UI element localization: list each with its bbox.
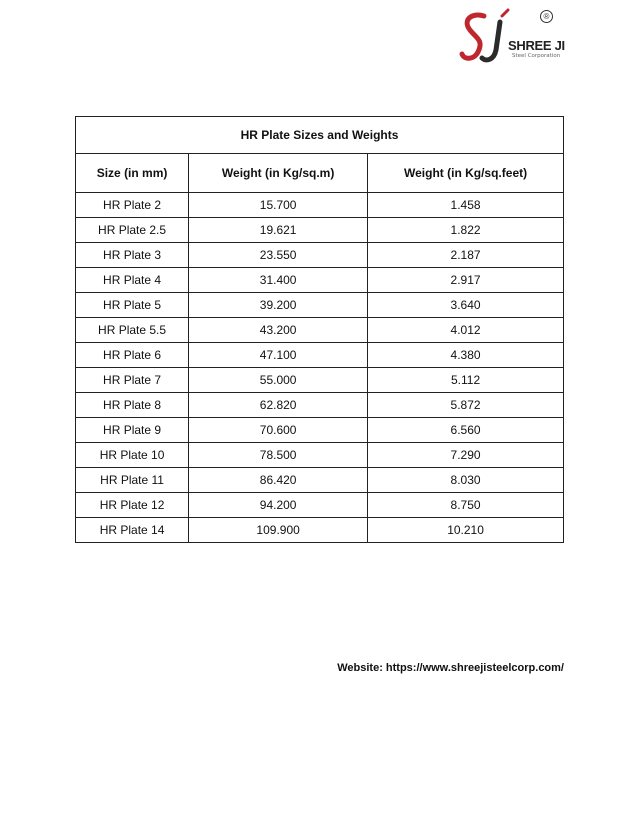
table-row <box>76 368 564 393</box>
cell-size: HR Plate 3 <box>76 243 189 268</box>
cell-weight-sqm: 47.100 <box>189 343 368 368</box>
cell-weight-sqm: 94.200 <box>189 493 368 518</box>
cell-weight-sqft: 3.640 <box>368 293 564 318</box>
table-row <box>76 393 564 418</box>
cell-weight-sqft: 2.917 <box>368 268 564 293</box>
table-row <box>76 468 564 493</box>
cell-weight-sqm: 31.400 <box>189 268 368 293</box>
cell-size: HR Plate 5.5 <box>76 318 189 343</box>
table-row <box>76 443 564 468</box>
cell-weight-sqft: 8.030 <box>368 468 564 493</box>
cell-size: HR Plate 14 <box>76 518 189 543</box>
cell-size: HR Plate 6 <box>76 343 189 368</box>
cell-size: HR Plate 8 <box>76 393 189 418</box>
cell-weight-sqft: 5.872 <box>368 393 564 418</box>
cell-weight-sqm: 23.550 <box>189 243 368 268</box>
cell-size: HR Plate 2.5 <box>76 218 189 243</box>
cell-weight-sqft: 2.187 <box>368 243 564 268</box>
cell-weight-sqft: 5.112 <box>368 368 564 393</box>
cell-weight-sqft: 6.560 <box>368 418 564 443</box>
table-row <box>76 418 564 443</box>
cell-weight-sqft: 4.012 <box>368 318 564 343</box>
cell-size: HR Plate 9 <box>76 418 189 443</box>
table-row <box>76 293 564 318</box>
cell-size: HR Plate 2 <box>76 193 189 218</box>
brand-tagline: Steel Corporation <box>512 53 561 59</box>
cell-weight-sqm: 55.000 <box>189 368 368 393</box>
cell-weight-sqft: 7.290 <box>368 443 564 468</box>
cell-weight-sqft: 1.458 <box>368 193 564 218</box>
table-title: HR Plate Sizes and Weights <box>76 117 564 154</box>
cell-weight-sqft: 10.210 <box>368 518 564 543</box>
hr-plate-table <box>75 116 564 543</box>
table-row <box>76 218 564 243</box>
table-row <box>76 193 564 218</box>
brand-name: SHREE JI <box>508 38 565 53</box>
cell-weight-sqm: 70.600 <box>189 418 368 443</box>
cell-size: HR Plate 4 <box>76 268 189 293</box>
cell-weight-sqft: 1.822 <box>368 218 564 243</box>
cell-weight-sqft: 4.380 <box>368 343 564 368</box>
header-size: Size (in mm) <box>76 154 189 193</box>
table-row <box>76 318 564 343</box>
cell-size: HR Plate 5 <box>76 293 189 318</box>
cell-weight-sqm: 19.621 <box>189 218 368 243</box>
table-row <box>76 343 564 368</box>
cell-weight-sqm: 86.420 <box>189 468 368 493</box>
table-row <box>76 493 564 518</box>
cell-weight-sqft: 8.750 <box>368 493 564 518</box>
cell-weight-sqm: 109.900 <box>189 518 368 543</box>
cell-size: HR Plate 7 <box>76 368 189 393</box>
cell-weight-sqm: 15.700 <box>189 193 368 218</box>
cell-size: HR Plate 10 <box>76 443 189 468</box>
cell-weight-sqm: 43.200 <box>189 318 368 343</box>
header-weight-sqm: Weight (in Kg/sq.m) <box>189 154 368 193</box>
registered-mark: ® <box>540 10 553 23</box>
cell-size: HR Plate 12 <box>76 493 189 518</box>
cell-weight-sqm: 39.200 <box>189 293 368 318</box>
cell-weight-sqm: 78.500 <box>189 443 368 468</box>
table-row <box>76 518 564 543</box>
table-body <box>76 193 564 543</box>
header-weight-sqft: Weight (in Kg/sq.feet) <box>368 154 564 193</box>
table-row <box>76 268 564 293</box>
website-text: Website: https://www.shreejisteelcorp.com/ <box>337 662 564 674</box>
cell-weight-sqm: 62.820 <box>189 393 368 418</box>
table-row <box>76 243 564 268</box>
cell-size: HR Plate 11 <box>76 468 189 493</box>
